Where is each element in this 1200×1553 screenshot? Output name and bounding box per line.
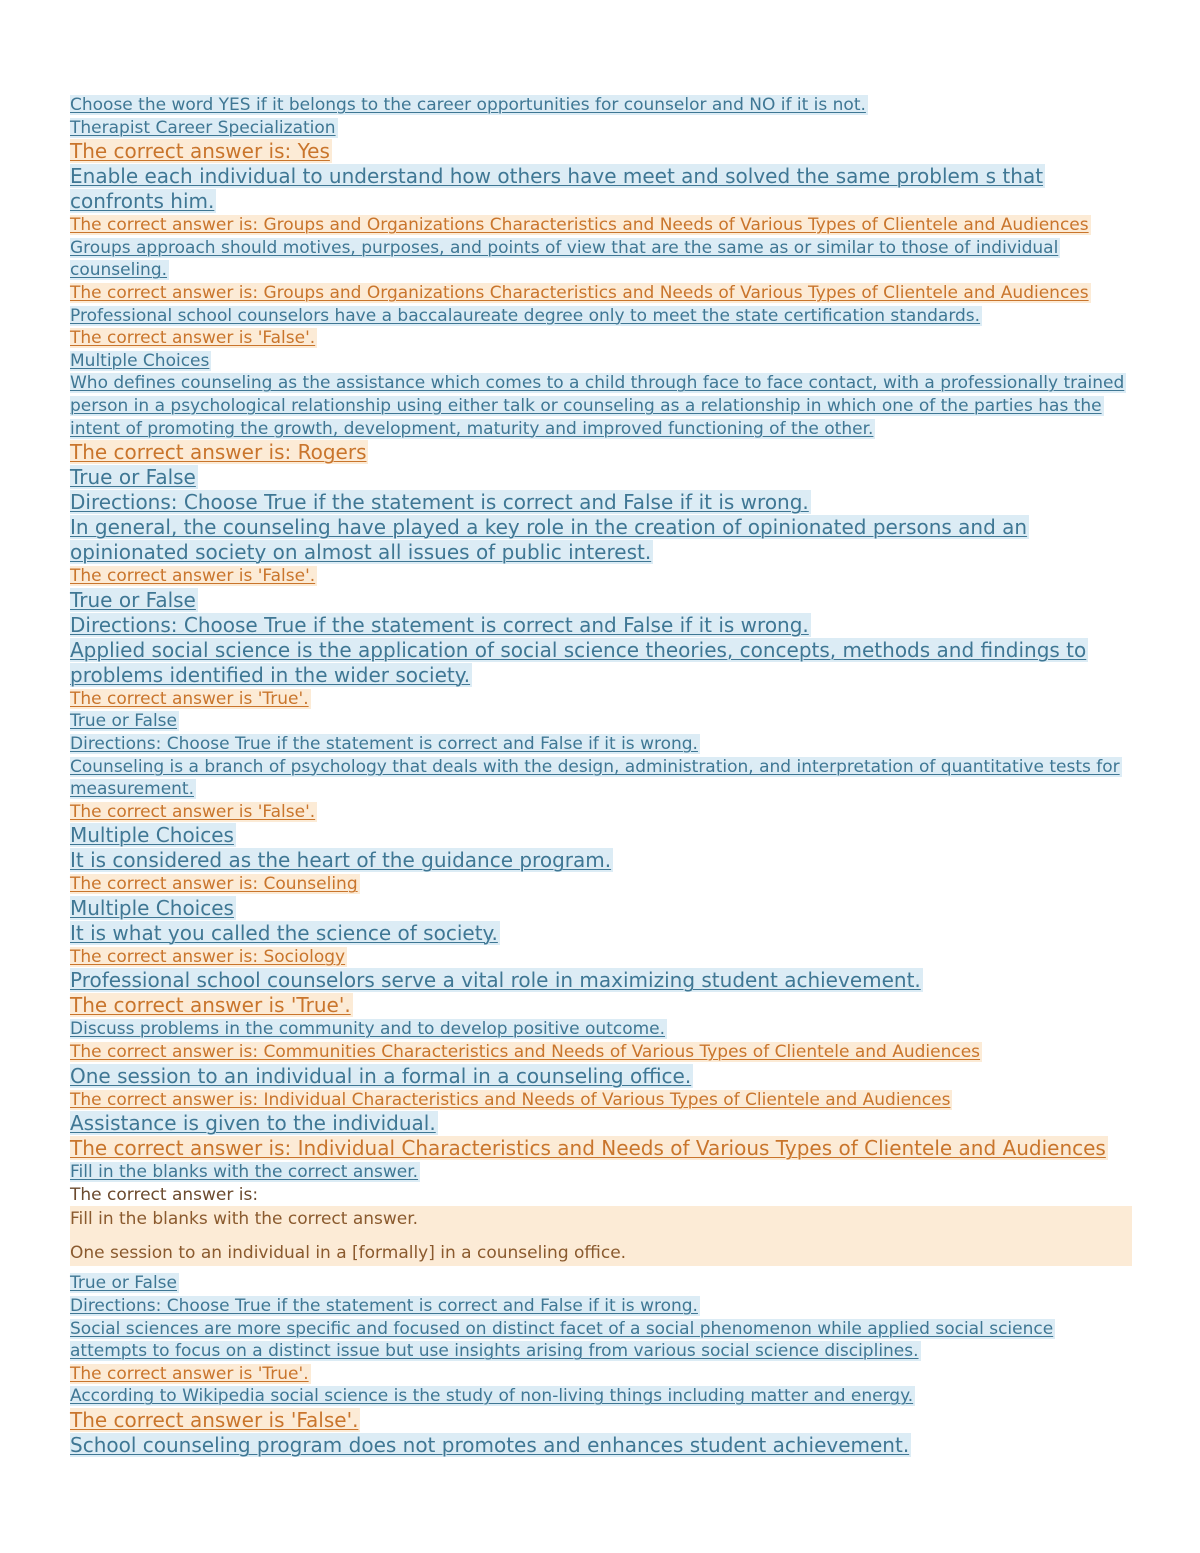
question-line: [70, 237, 1132, 282]
question-line: [70, 638, 1132, 688]
question-text[interactable]: In general, the counseling have played a key role in the creation of opinionated persons and an opinionated society on almost all issues of public interest.: [70, 515, 1028, 565]
question-text[interactable]: Assistance is given to the individual.: [70, 1111, 436, 1136]
question-text[interactable]: Professional school counselors serve a vital role in maximizing student achievement.: [70, 968, 921, 993]
question-line: [70, 588, 1132, 613]
answer-text[interactable]: The correct answer is: Groups and Organizations Characteristics and Needs of Various Types of Clientele and Audiences: [70, 282, 1089, 303]
fill-in-answer-text: One session to an individual in a [formally] in a counseling office.: [70, 1243, 627, 1264]
question-line: [70, 968, 1132, 993]
answer-line: [70, 993, 1132, 1018]
answer-text[interactable]: The correct answer is: Rogers: [70, 440, 367, 465]
quiz-items-top: [70, 94, 1132, 1184]
answer-line: [70, 139, 1132, 164]
answer-line: [70, 440, 1132, 465]
question-line: [70, 710, 1132, 733]
answer-line: [70, 801, 1132, 824]
answer-text[interactable]: The correct answer is 'True'.: [70, 1363, 309, 1384]
question-line: [70, 117, 1132, 140]
answer-text[interactable]: The correct answer is: Individual Characteristics and Needs of Various Types of Clientele and Audiences: [70, 1089, 951, 1110]
answer-text[interactable]: The correct answer is: Communities Characteristics and Needs of Various Types of Clientele and Audiences: [70, 1042, 981, 1063]
question-line: [70, 305, 1132, 328]
question-text[interactable]: Directions: Choose True if the statement is correct and False if it is wrong.: [70, 1296, 698, 1317]
plain-answer-label: The correct answer is:: [70, 1184, 259, 1205]
question-text[interactable]: Multiple Choices: [70, 823, 234, 848]
question-text[interactable]: Professional school counselors have a baccalaureate degree only to meet the state certification standards.: [70, 305, 981, 326]
question-text[interactable]: Applied social science is the application of social science theories, concepts, methods and findings to problems identified in the wider society.: [70, 637, 1087, 687]
question-text[interactable]: True or False: [70, 1273, 177, 1294]
question-line: [70, 465, 1132, 490]
question-line: [70, 896, 1132, 921]
answer-line: [70, 327, 1132, 350]
question-line: [70, 1295, 1132, 1318]
question-line: [70, 848, 1132, 873]
question-line: [70, 733, 1132, 756]
question-text[interactable]: Multiple Choices: [70, 350, 210, 371]
quiz-document: [70, 94, 1132, 1458]
question-line: [70, 921, 1132, 946]
answer-text[interactable]: The correct answer is: Yes: [70, 139, 330, 164]
question-line: [70, 1111, 1132, 1136]
question-text[interactable]: Directions: Choose True if the statement is correct and False if it is wrong.: [70, 490, 809, 515]
answer-line: [70, 565, 1132, 588]
question-line: [70, 1433, 1132, 1458]
question-text[interactable]: One session to an individual in a formal in a counseling office.: [70, 1063, 692, 1088]
answer-text[interactable]: The correct answer is: Counseling: [70, 874, 358, 895]
question-text[interactable]: Discuss problems in the community and to develop positive outcome.: [70, 1019, 666, 1040]
question-text[interactable]: It is considered as the heart of the guidance program.: [70, 848, 612, 873]
question-line: [70, 1018, 1132, 1041]
answer-line: [70, 1089, 1132, 1112]
question-text[interactable]: It is what you called the science of society.: [70, 920, 498, 945]
question-text[interactable]: Multiple Choices: [70, 895, 234, 920]
question-text[interactable]: Therapist Career Specialization: [70, 117, 336, 138]
answer-text[interactable]: The correct answer is: Sociology: [70, 946, 346, 967]
question-text[interactable]: Choose the word YES if it belongs to the career opportunities for counselor and NO if it is not.: [70, 95, 866, 115]
question-text[interactable]: Directions: Choose True if the statement is correct and False if it is wrong.: [70, 612, 809, 637]
question-line: [70, 94, 1132, 117]
question-line: [70, 490, 1132, 515]
answer-line: [70, 282, 1132, 305]
question-line: [70, 756, 1132, 801]
fill-in-answer-box: [70, 1206, 1132, 1266]
question-text[interactable]: Who defines counseling as the assistance which comes to a child through face to face contact, with a professionally trained person in a psychological relationship using either talk or counseling as a relationship in which one of the parties has the intent of promoting the growth, development, maturity and improved functioning of the other.: [70, 373, 1125, 439]
question-text[interactable]: School counseling program does not promotes and enhances student achievement.: [70, 1433, 910, 1457]
question-text[interactable]: True or False: [70, 465, 196, 490]
question-line: [70, 1161, 1132, 1184]
answer-line: [70, 873, 1132, 896]
answer-text[interactable]: The correct answer is: Individual Characteristics and Needs of Various Types of Clientele and Audiences: [70, 1136, 1106, 1161]
question-text[interactable]: Directions: Choose True if the statement is correct and False if it is wrong.: [70, 733, 698, 754]
question-text[interactable]: Social sciences are more specific and focused on distinct facet of a social phenomenon while applied social science attempts to focus on a distinct issue but use insights arising from various social science disciplines.: [70, 1318, 1054, 1362]
answer-line: [70, 946, 1132, 969]
answer-text[interactable]: The correct answer is 'False'.: [70, 801, 316, 822]
quiz-items-bottom: [70, 1272, 1132, 1458]
answer-text[interactable]: The correct answer is 'False'.: [70, 566, 316, 587]
answer-text[interactable]: The correct answer is 'False'.: [70, 328, 316, 349]
answer-text[interactable]: The correct answer is: Groups and Organizations Characteristics and Needs of Various Types of Clientele and Audiences: [70, 215, 1089, 236]
question-text[interactable]: Counseling is a branch of psychology that deals with the design, administration, and interpretation of quantitative tests for measurement.: [70, 756, 1120, 800]
answer-line: [70, 1408, 1132, 1433]
question-line: [70, 350, 1132, 373]
question-line: [70, 1064, 1132, 1089]
question-line: [70, 515, 1132, 565]
answer-text[interactable]: The correct answer is 'True'.: [70, 688, 309, 709]
question-line: [70, 1272, 1132, 1295]
question-text[interactable]: Enable each individual to understand how others have meet and solved the same problem s that confronts him.: [70, 164, 1044, 214]
question-line: [70, 1385, 1132, 1408]
answer-line: [70, 1136, 1132, 1161]
answer-line: [70, 1041, 1132, 1064]
answer-line: [70, 688, 1132, 711]
question-text[interactable]: True or False: [70, 711, 177, 732]
question-line: [70, 613, 1132, 638]
question-text[interactable]: Groups approach should motives, purposes, and points of view that are the same as or similar to those of individual counseling.: [70, 237, 1059, 281]
answer-text[interactable]: The correct answer is 'True'.: [70, 993, 351, 1018]
question-line: [70, 823, 1132, 848]
question-text[interactable]: Fill in the blanks with the correct answer.: [70, 1162, 419, 1183]
question-line: [70, 164, 1132, 214]
fill-in-instruction: Fill in the blanks with the correct answer.: [70, 1209, 419, 1230]
question-text[interactable]: According to Wikipedia social science is the study of non-living things including matter and energy.: [70, 1386, 914, 1407]
answer-line: [70, 214, 1132, 237]
question-text[interactable]: True or False: [70, 587, 196, 612]
question-line: [70, 372, 1132, 440]
answer-line: [70, 1363, 1132, 1386]
answer-text[interactable]: The correct answer is 'False'.: [70, 1408, 359, 1432]
question-line: [70, 1318, 1132, 1363]
